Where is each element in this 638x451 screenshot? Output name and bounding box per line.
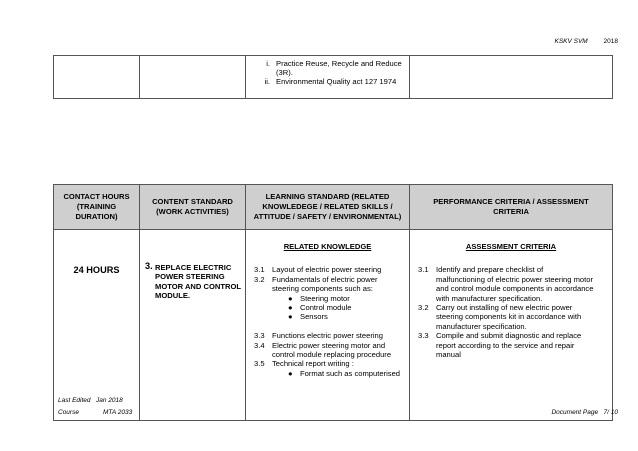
table-row [54,230,613,421]
contact-hours-value: 24 HOURS [73,265,120,275]
contact-hours-cell [54,230,140,421]
bullet-item: ● Steering motor [288,293,350,303]
list-item: 3.2 Fundamentals of electric power steering components such as: [254,274,378,294]
bullet-item: ● Sensors [288,312,328,322]
bullet-item: ● Format such as computerised [288,368,401,378]
list-item: i. Practice Reuse, Recycle and Reduce (3R). [266,59,402,77]
bullet-icon: ● [288,368,293,378]
bullet-icon: ● [288,303,293,313]
list-item: 3.2 Carry out installing of new electric power steering components kit in accordance with manufacturer specification. [418,303,582,331]
bullet-item: ● Control module [288,303,352,313]
table-cell [140,56,246,99]
last-edited: Last Edited Jan 2018 [58,397,123,404]
document-page: Document Page 7/ 10 [551,409,618,416]
table-cell [410,56,613,99]
performance-criteria-cell [410,230,613,421]
content-standard [140,230,245,301]
table-cell [246,56,410,99]
list-item: 3.5 Technical report writing : [254,359,354,369]
page-header [554,38,618,45]
learning-standard-cell [246,230,410,421]
list-item: 3.1 Layout of electric power steering [254,265,382,275]
content-standard-cell [140,230,246,421]
table-cell [54,56,140,99]
table-header-row [54,185,613,230]
content-text: REPLACE ELECTRIC POWER STEERING MOTOR AND CONTROL MODULE. [155,263,241,301]
header-year: 2018 [603,38,618,45]
bullet-icon: ● [288,312,293,322]
list-item: 3.1 Identify and prepare checklist of malfunctioning of electric power steering motor and control module components in accordance with manufacturer specification. [418,265,594,303]
related-knowledge-heading: RELATED KNOWLEDGE [283,242,372,251]
environment-list [254,59,405,86]
curriculum-table [53,184,613,421]
content-number: 3. [145,261,153,271]
header-contact-hours: CONTACT HOURS (TRAINING DURATION) [54,185,140,230]
header-learning-standard: LEARNING STANDARD (RELATED KNOWLEDEGE / RELATED SKILLS / ATTITUDE / SAFETY / ENVIRONMENTAL) [246,185,410,230]
list-item: ii. Environmental Quality act 127 1974 [264,77,397,86]
list-item: 3.4 Electric power steering motor and control module replacing procedure [254,340,392,360]
header-content-standard: CONTENT STANDARD (WORK ACTIVITIES) [140,185,246,230]
header-performance-criteria: PERFORMANCE CRITERIA / ASSESSMENT CRITERIA [410,185,613,230]
header-brand: KSKV SVM [554,38,588,45]
list-item: 3.3 Compile and submit diagnostic and replace report according to the service and repair manual [418,331,582,360]
course-info: Course MTA 2033 [58,409,133,416]
continuation-table [53,55,613,99]
assessment-criteria-heading: ASSESSMENT CRITERIA [465,242,557,251]
bullet-icon: ● [288,293,293,303]
list-item: 3.3 Functions electric power steering [254,331,384,341]
table-row [54,56,613,99]
